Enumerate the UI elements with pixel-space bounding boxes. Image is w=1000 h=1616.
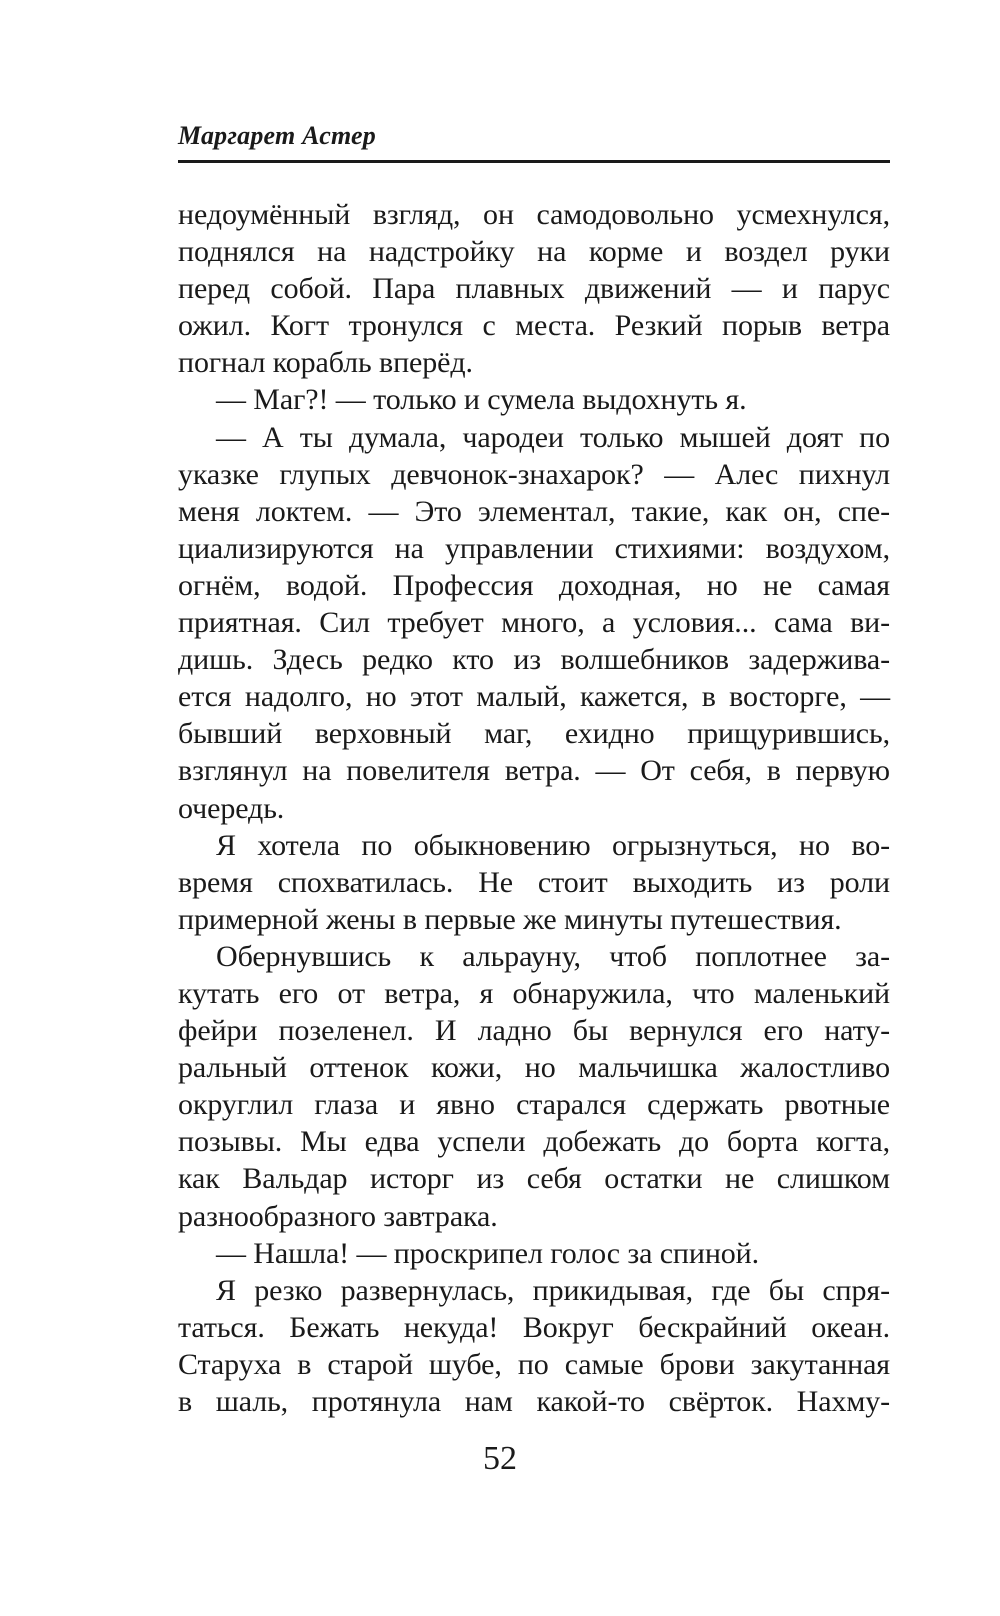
text-line: поднялся на надстройку на корме и воздел руки <box>178 235 890 269</box>
text-line: кутать его от ветра, я обнаружила, что маленький <box>178 976 890 1010</box>
text-line: огнём, водой. Профессия доходная, но не самая <box>178 568 890 602</box>
text-line: фейри позеленел. И ладно бы вернулся его нату- <box>178 1014 890 1048</box>
text-line: очередь. <box>178 791 285 825</box>
text-line: округлил глаза и явно старался сдержать рвотные <box>178 1088 890 1122</box>
text-line: примерной жены в первые же минуты путешествия. <box>178 902 842 936</box>
page-number: 52 <box>483 1440 517 1477</box>
text-line: Старуха в старой шубе, по самые брови закутанная <box>178 1347 890 1381</box>
text-line: взглянул на повелителя ветра. — От себя, в первую <box>178 754 890 788</box>
text-line: перед собой. Пара плавных движений — и парус <box>178 272 890 306</box>
header-rule <box>178 160 890 163</box>
text-line: — Нашла! — проскрипел голос за спиной. <box>216 1236 760 1270</box>
text-line: недоумённый взгляд, он самодовольно усмехнулся, <box>178 198 890 231</box>
text-line: указке глупых девчонок-знахарок? — Алес пихнул <box>178 457 890 491</box>
text-line: бывший верховный маг, ехидно прищурившись, <box>178 717 890 751</box>
text-line: в шаль, протянула нам какой-то свёрток. Нахму- <box>178 1385 890 1418</box>
body-text <box>178 196 890 1420</box>
text-line: ожил. Когт тронулся с места. Резкий порыв ветра <box>178 309 890 343</box>
text-line: меня локтем. — Это элементал, такие, как он, спе- <box>178 494 890 528</box>
text-line: приятная. Сил требует много, а условия... сама ви- <box>178 606 890 640</box>
text-line: дишь. Здесь редко кто из волшебников задержива- <box>178 643 890 677</box>
text-line: ется надолго, но этот малый, кажется, в восторге, — <box>178 680 890 714</box>
text-line: циализируются на управлении стихиями: воздухом, <box>178 531 890 565</box>
text-line: как Вальдар исторг из себя остатки не слишком <box>178 1162 890 1196</box>
text-line: Я резко развернулась, прикидывая, где бы спря- <box>216 1273 890 1307</box>
text-line: позывы. Мы едва успели добежать до борта когта, <box>178 1125 890 1159</box>
text-line: время спохватилась. Не стоит выходить из роли <box>178 865 890 899</box>
text-line: Обернувшись к альрауну, чтоб поплотнее за- <box>216 939 890 973</box>
running-head: Маргарет Астер <box>178 121 376 150</box>
text-line: ральный оттенок кожи, но мальчишка жалостливо <box>178 1051 890 1085</box>
text-line: — А ты думала, чародеи только мышей доят по <box>216 420 890 454</box>
text-line: — Маг?! — только и сумела выдохнуть я. <box>216 383 747 417</box>
text-line: разнообразного завтрака. <box>178 1199 498 1233</box>
text-line: Я хотела по обыкновению огрызнуться, но во- <box>216 828 890 862</box>
text-line: таться. Бежать некуда! Вокруг бескрайний океан. <box>178 1310 890 1344</box>
text-line: погнал корабль вперёд. <box>178 346 473 380</box>
